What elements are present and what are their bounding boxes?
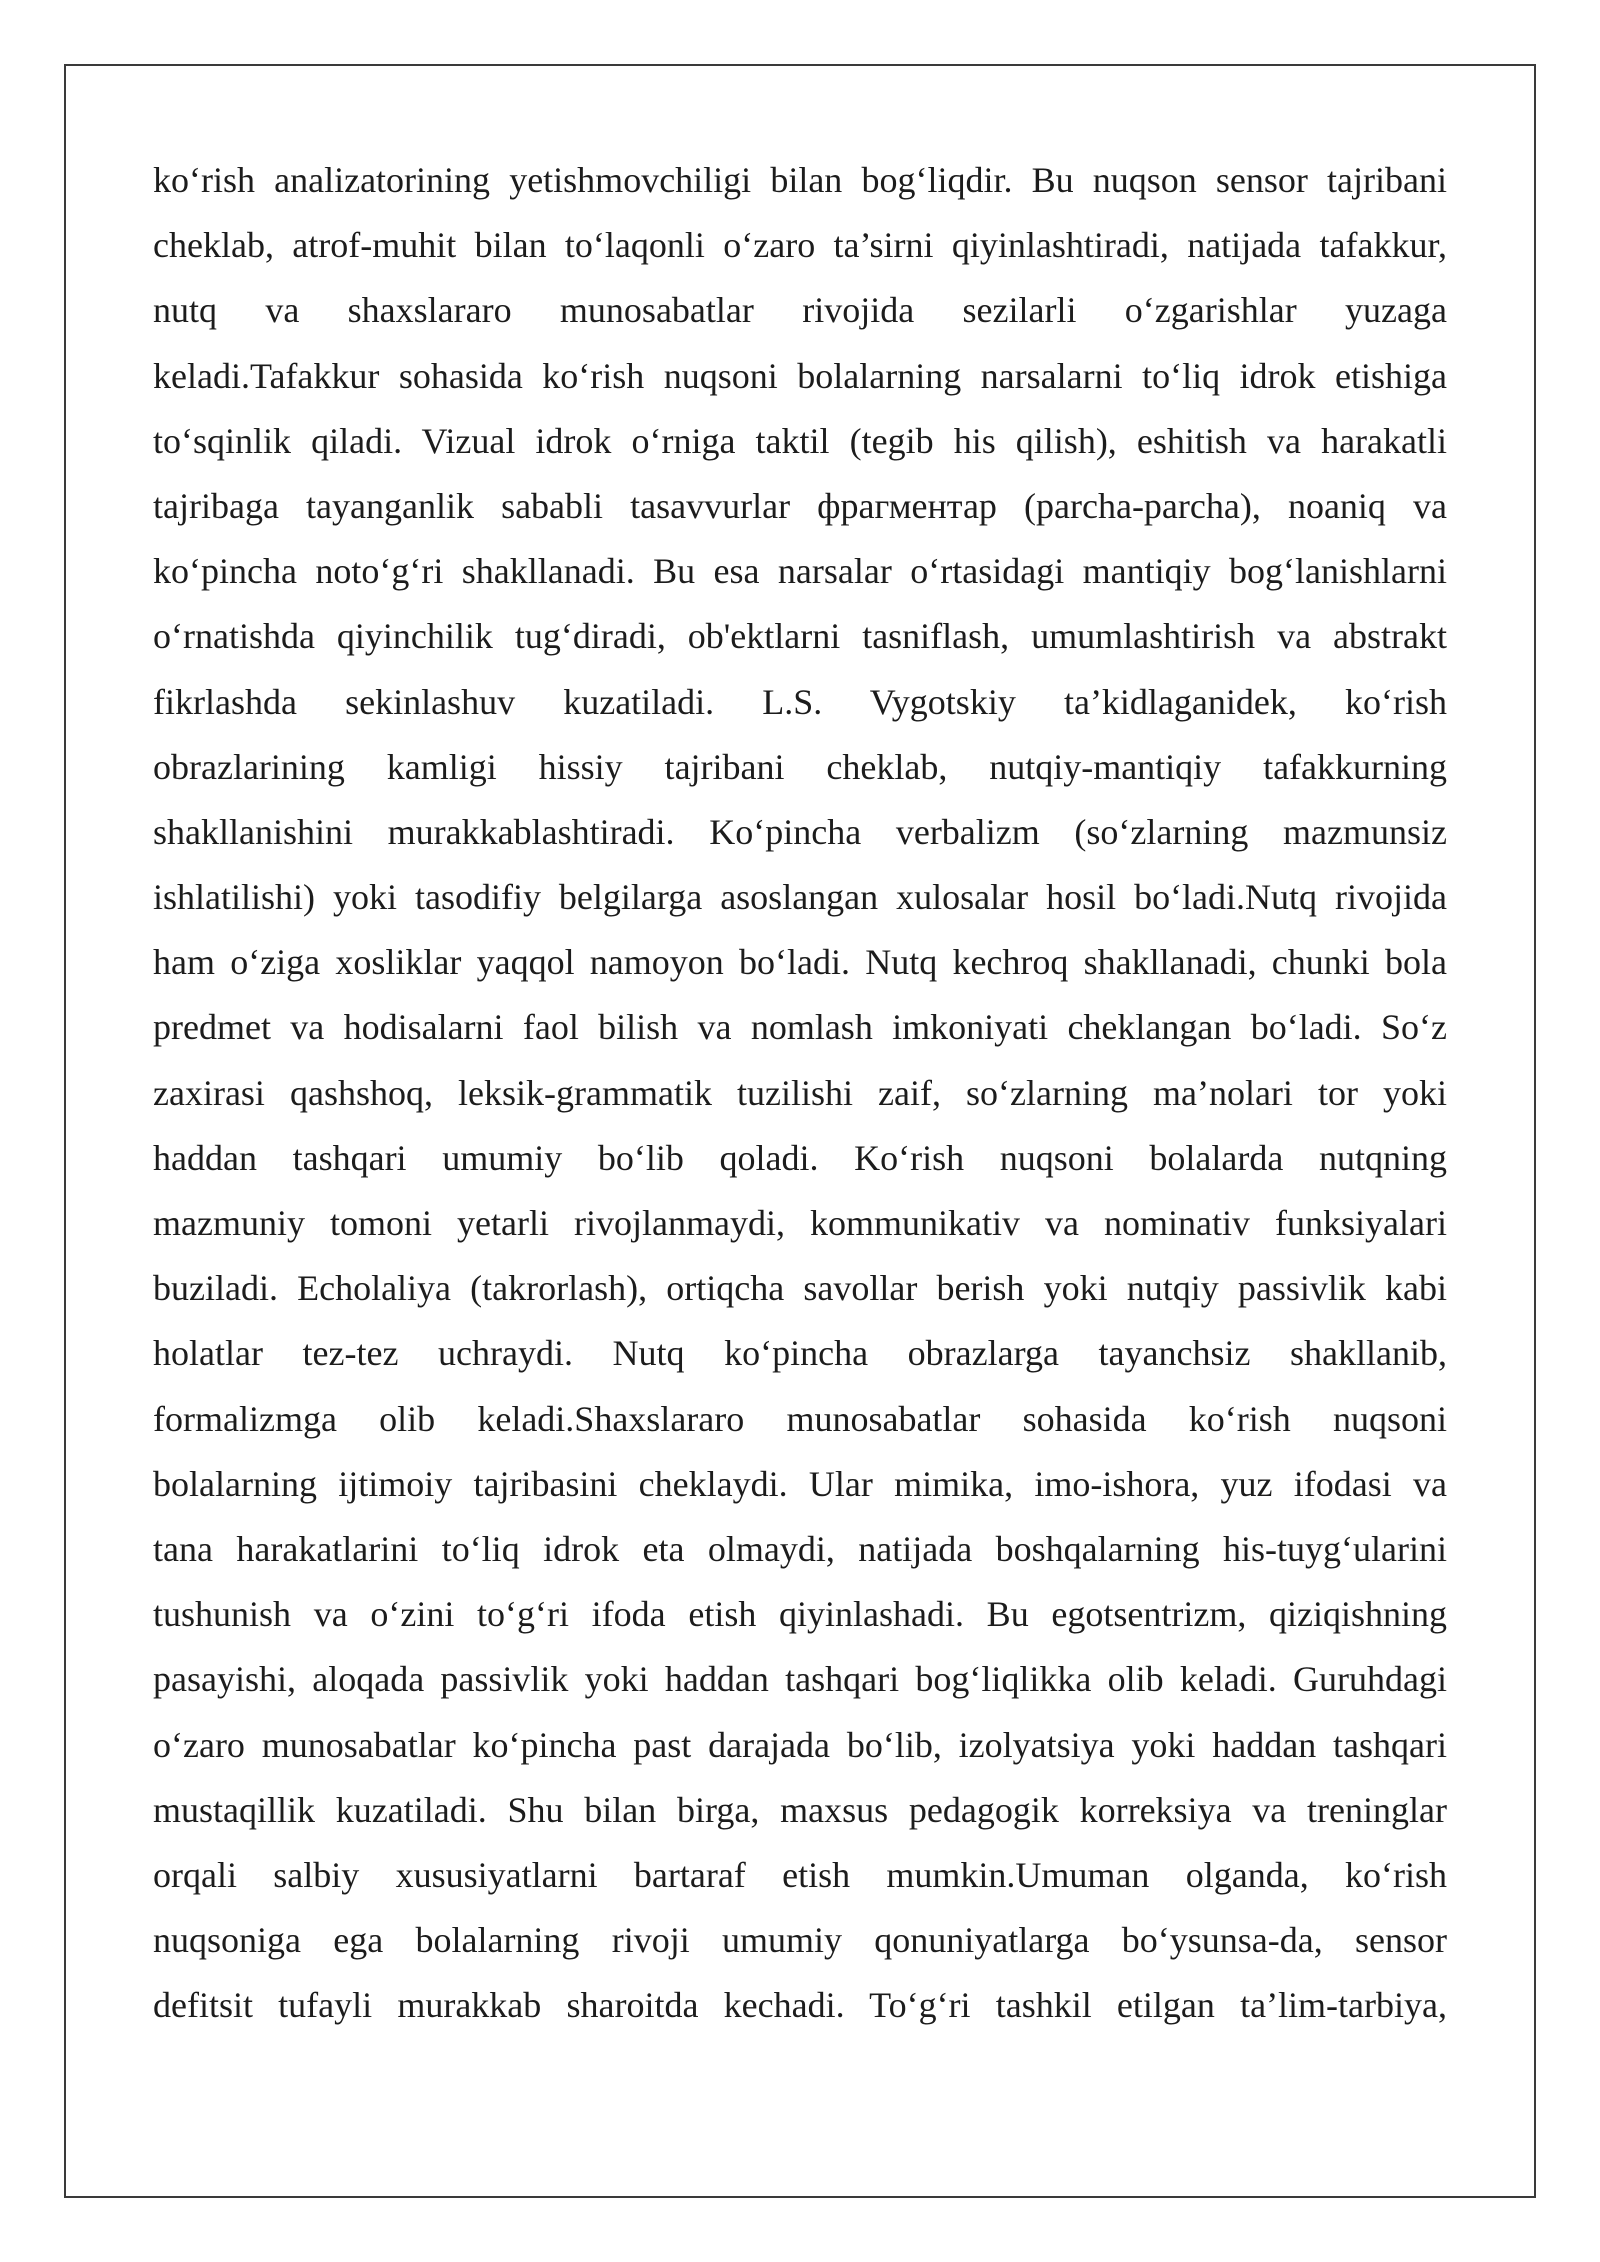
- text-line: mazmuniy tomoni yetarli rivojlanmaydi, kommunikativ va nominativ funksiyalari: [153, 1203, 1447, 1243]
- text-line: ham o‘ziga xosliklar yaqqol namoyon bo‘ladi. Nutq kechroq shakllanadi, chunki bola: [153, 942, 1447, 983]
- text-line: bolalarning ijtimoiy tajribasini cheklaydi. Ular mimika, imo-ishora, yuz ifodasi va: [153, 1463, 1447, 1504]
- text-line: ko‘pincha noto‘g‘ri shakllanadi. Bu esa narsalar o‘rtasidagi mantiqiy bog‘lanishlarni: [153, 551, 1447, 592]
- text-line: fikrlashda sekinlashuv kuzatiladi. L.S. Vygotskiy ta’kidlaganidek, ko‘rish: [153, 681, 1447, 722]
- text-line: defitsit tufayli murakkab sharoitda kechadi. To‘g‘ri tashkil etilgan ta’lim-tarbiya,: [153, 1985, 1447, 2026]
- text-line: pasayishi, aloqada passivlik yoki haddan tashqari bog‘liqlikka olib keladi. Guruhdagi: [153, 1659, 1447, 1700]
- body-text: [153, 148, 1447, 2038]
- text-line: o‘zaro munosabatlar ko‘pincha past darajada bo‘lib, izolyatsiya yoki haddan tashqari: [153, 1724, 1447, 1765]
- text-line: nutq va shaxslararo munosabatlar rivojida sezilarli o‘zgarishlar yuzaga: [153, 290, 1447, 331]
- text-line: ishlatilishi) yoki tasodifiy belgilarga asoslangan xulosalar hosil bo‘ladi.Nutq rivojida: [153, 877, 1447, 918]
- text-line: to‘sqinlik qiladi. Vizual idrok o‘rniga taktil (tegib his qilish), eshitish va harakatli: [153, 420, 1447, 461]
- text-line: haddan tashqari umumiy bo‘lib qoladi. Ko‘rish nuqsoni bolalarda nutqning: [153, 1137, 1447, 1178]
- text-line: keladi.Tafakkur sohasida ko‘rish nuqsoni bolalarning narsalarni to‘liq idrok etishiga: [153, 355, 1447, 396]
- text-line: obrazlarining kamligi hissiy tajribani cheklab, nutqiy-mantiqiy tafakkurning: [153, 746, 1447, 787]
- text-line: ko‘rish analizatorining yetishmovchiligi bilan bog‘liqdir. Bu nuqson sensor tajribani: [153, 160, 1447, 200]
- text-line: orqali salbiy xususiyatlarni bartaraf etish mumkin.Umuman olganda, ko‘rish: [153, 1854, 1447, 1895]
- text-line: nuqsoniga ega bolalarning rivoji umumiy qonuniyatlarga bo‘ysunsa-da, sensor: [153, 1920, 1447, 1961]
- text-line: formalizmga olib keladi.Shaxslararo munosabatlar sohasida ko‘rish nuqsoni: [153, 1398, 1447, 1439]
- text-line: buziladi. Echolaliya (takrorlash), ortiqcha savollar berish yoki nutqiy passivlik kabi: [153, 1268, 1447, 1309]
- text-line: o‘rnatishda qiyinchilik tug‘diradi, ob'ektlarni tasniflash, umumlashtirish va abstrakt: [153, 616, 1447, 657]
- text-line: cheklab, atrof-muhit bilan to‘laqonli o‘zaro ta’sirni qiyinlashtiradi, natijada tafakkur,: [153, 225, 1447, 266]
- text-line: tajribaga tayanganlik sababli tasavvurlar фрагментар (parcha-parcha), noaniq va: [153, 485, 1447, 526]
- text-line: tushunish va o‘zini to‘g‘ri ifoda etish qiyinlashadi. Bu egotsentrizm, qiziqishning: [153, 1594, 1447, 1635]
- text-line: holatlar tez-tez uchraydi. Nutq ko‘pincha obrazlarga tayanchsiz shakllanib,: [153, 1333, 1447, 1374]
- text-line: shakllanishini murakkablashtiradi. Ko‘pincha verbalizm (so‘zlarning mazmunsiz: [153, 811, 1447, 852]
- text-line: zaxirasi qashshoq, leksik-grammatik tuzilishi zaif, so‘zlarning ma’nolari tor yoki: [153, 1072, 1447, 1113]
- text-line: predmet va hodisalarni faol bilish va nomlash imkoniyati cheklangan bo‘ladi. So‘z: [153, 1007, 1447, 1048]
- text-line: tana harakatlarini to‘liq idrok eta olmaydi, natijada boshqalarning his-tuyg‘ularini: [153, 1528, 1447, 1569]
- text-line: mustaqillik kuzatiladi. Shu bilan birga, maxsus pedagogik korreksiya va treninglar: [153, 1789, 1447, 1830]
